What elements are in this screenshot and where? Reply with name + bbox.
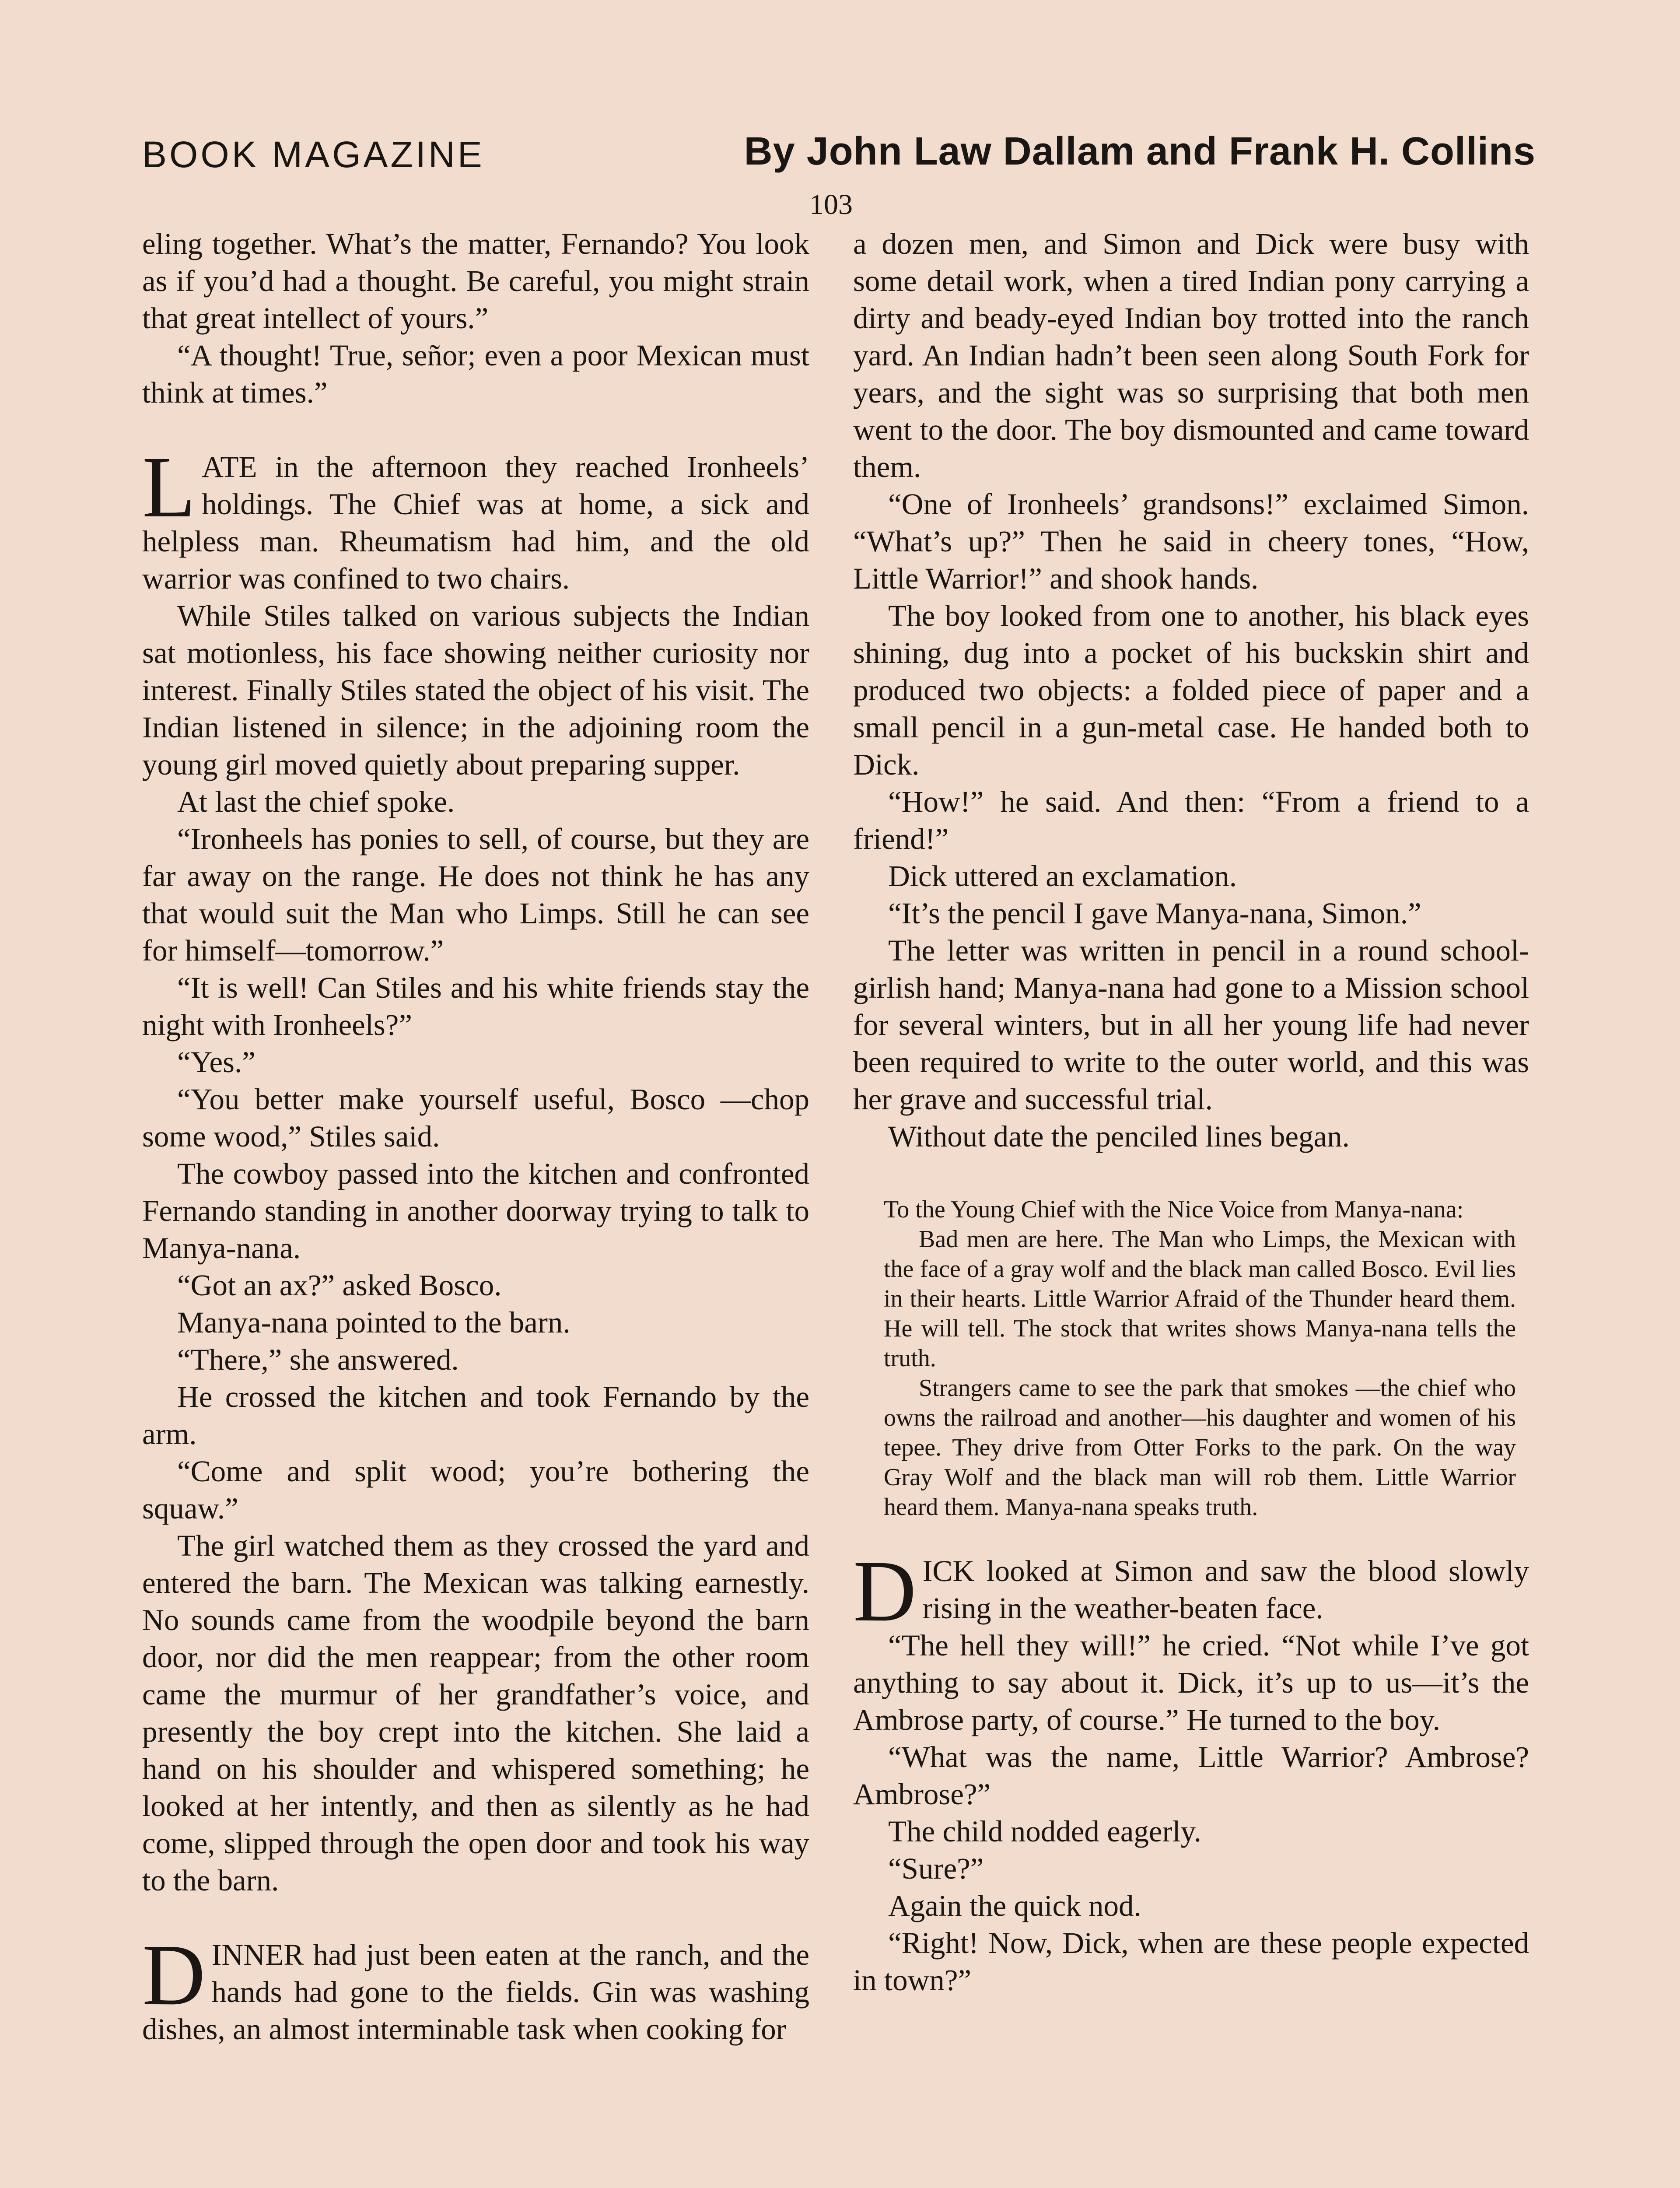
byline: By John Law Dallam and Frank H. Collins: [744, 130, 1536, 173]
magazine-title: BOOK MAGAZINE: [142, 134, 485, 175]
letter-salutation: To the Young Chief with the Nice Voice from Manya-nana:: [884, 1196, 1464, 1223]
paragraph-text: INNER had just been eaten at the ranch, and the hands had gone to the fields. Gin was washing dishes, an almost interminable task when cooking for: [142, 1938, 809, 2046]
paragraph: “The hell they will!” he cried. “Not while I’ve got anything to say about it. Dick, it’s up to us—it’s the Ambrose party, of course.” He turned to the boy.: [853, 1629, 1529, 1736]
paragraph: “Come and split wood; you’re bothering the squaw.”: [142, 1455, 809, 1525]
letter-paragraph: Strangers came to see the park that smokes —the chief who owns the railroad and another—his daughter and women of his tepee. They drive from Otter Forks to the park. On the way Gray Wolf and the black man will rob them. Little Warrior heard them. Manya-nana speaks truth.: [884, 1375, 1516, 1521]
paragraph: Without date the penciled lines began.: [888, 1120, 1350, 1153]
paragraph: He crossed the kitchen and took Fernando by the arm.: [142, 1380, 809, 1451]
paragraph: “It’s the pencil I gave Manya-nana, Simon.”: [888, 897, 1421, 930]
paragraph: Again the quick nod.: [888, 1889, 1141, 1922]
paragraph: “You better make yourself useful, Bosco —chop some wood,” Stiles said.: [142, 1083, 809, 1153]
paragraph: The child nodded eagerly.: [888, 1815, 1201, 1848]
paragraph: Manya-nana pointed to the barn.: [177, 1306, 570, 1339]
paragraph: “Got an ax?” asked Bosco.: [177, 1269, 502, 1302]
paragraph: The boy looked from one to another, his black eyes shining, dug into a pocket of his buckskin shirt and produced two objects: a folded piece of paper and a small pencil in a gun-metal case. He handed both to Dick.: [853, 599, 1529, 781]
page-number: 103: [809, 189, 853, 221]
paragraph: “There,” she answered.: [177, 1343, 459, 1376]
paragraph-text: ATE in the afternoon they reached Ironheels’ holdings. The Chief was at home, a sick and helpless man. Rheumatism had him, and the old warrior was confined to two chairs.: [142, 450, 809, 595]
paragraph: “How!” he said. And then: “From a friend to a friend!”: [853, 785, 1529, 856]
section-start-dick: [853, 1543, 1529, 1640]
paragraph: “Sure?”: [888, 1852, 984, 1885]
drop-cap: D: [142, 1927, 206, 2023]
letter-paragraph: Bad men are here. The Man who Limps, the Mexican with the face of a gray wolf and the black man called Bosco. Evil lies in their hearts. Little Warrior Afraid of the Thunder heard them. He will tell. The stock that writes shows Manya-nana tells the truth.: [884, 1226, 1516, 1372]
letter-block: [884, 1195, 1516, 1522]
left-column: [142, 225, 809, 2048]
paragraph: “What was the name, Little Warrior? Ambrose? Ambrose?”: [853, 1740, 1529, 1811]
paragraph: “Right! Now, Dick, when are these people expected in town?”: [853, 1926, 1529, 1997]
paragraph: “It is well! Can Stiles and his white friends stay the night with Ironheels?”: [142, 971, 809, 1041]
section-start-late: [142, 439, 809, 597]
drop-cap: D: [853, 1543, 917, 1640]
paragraph: “A thought! True, señor; even a poor Mexican must think at times.”: [142, 339, 809, 409]
paragraph: “Yes.”: [177, 1045, 256, 1079]
paragraph: Dick uttered an exclamation.: [888, 859, 1237, 893]
paragraph: “Ironheels has ponies to sell, of course, but they are far away on the range. He does not think he has any that would suit the Man who Limps. Still he can see for himself—tomorrow.”: [142, 822, 809, 967]
section-start-dinner: [142, 1927, 809, 2048]
paragraph: The cowboy passed into the kitchen and confronted Fernando standing in another doorway trying to talk to Manya-nana.: [142, 1157, 809, 1265]
paragraph: eling together. What’s the matter, Fernando? You look as if you’d had a thought. Be careful, you might strain that great intellect of yours.”: [142, 227, 809, 335]
drop-cap: L: [142, 439, 196, 536]
paragraph: “One of Ironheels’ grandsons!” exclaimed Simon. “What’s up?” Then he said in cheery tones, “How, Little Warrior!” and shook hands.: [853, 487, 1529, 595]
running-head: [142, 125, 1536, 195]
right-column: [853, 225, 1529, 1999]
paragraph: At last the chief spoke.: [177, 785, 455, 818]
paragraph: The letter was written in pencil in a round school-girlish hand; Manya-nana had gone to a Mission school for several winters, but in all her young life had never been required to write to the outer world, and this was her grave and successful trial.: [853, 934, 1529, 1116]
paragraph-text: ICK looked at Simon and saw the blood slowly rising in the weather-beaten face.: [922, 1554, 1529, 1625]
paragraph: The girl watched them as they crossed the yard and entered the barn. The Mexican was talking earnestly. No sounds came from the woodpile beyond the barn door, nor did the men reappear; from the other room came the murmur of her grandfather’s voice, and presently the boy crept into the kitchen. She laid a hand on his shoulder and whispered something; he looked at her intently, and then as silently as he had come, slipped through the open door and took his way to the barn.: [142, 1529, 809, 1897]
paragraph: a dozen men, and Simon and Dick were busy with some detail work, when a tired Indian pony carrying a dirty and beady-eyed Indian boy trotted into the ranch yard. An Indian hadn’t been seen along South Fork for years, and the sight was so surprising that both men went to the door. The boy dismounted and came toward them.: [853, 227, 1529, 484]
paragraph: While Stiles talked on various subjects the Indian sat motionless, his face showing neither curiosity nor interest. Finally Stiles stated the object of his visit. The Indian listened in silence; in the adjoining room the young girl moved quietly about preparing supper.: [142, 599, 809, 781]
